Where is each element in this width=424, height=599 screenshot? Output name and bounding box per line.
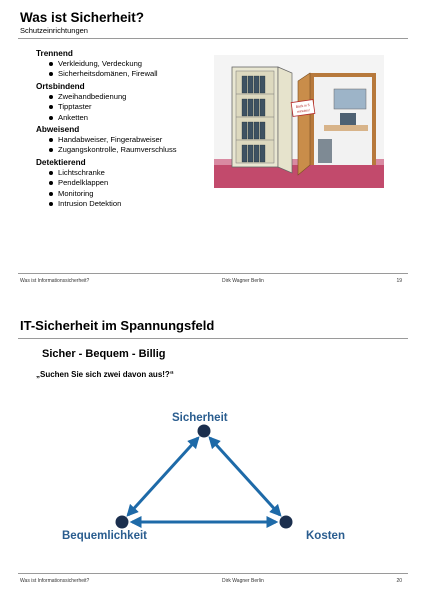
door-sign-text: minutes! [296, 108, 311, 114]
arrow-security-convenience [128, 438, 198, 515]
list-item: Pendelklappen [36, 178, 211, 188]
bullet-list [36, 92, 211, 123]
footer-divider [18, 573, 408, 574]
section-heading: Detektierend [36, 157, 86, 167]
bullet-content [36, 49, 211, 209]
list-item: Tipptaster [36, 102, 211, 112]
arrow-security-cost [210, 438, 280, 515]
list-item: Anketten [36, 113, 211, 123]
page-number: 19 [396, 278, 402, 284]
footer-author: Dirk Wagner Berlin [222, 578, 264, 584]
slide-19 [0, 0, 424, 299]
footer-author: Dirk Wagner Berlin [222, 278, 264, 284]
list-item: Zugangskontrolle, Raumverschluss [36, 145, 211, 155]
label-convenience: Bequemlichkeit [62, 530, 147, 542]
office-cabinet-illustration [214, 55, 384, 188]
section-heading: Ortsbindend [36, 81, 85, 91]
footer-topic: Was ist Informationssicherheit? [20, 578, 90, 584]
list-item: Monitoring [36, 189, 211, 199]
bullet-list [36, 168, 211, 210]
title-divider [18, 338, 408, 339]
section-heading: Trennend [36, 49, 73, 58]
slogan: Sicher - Bequem - Billig [42, 348, 166, 360]
list-item: Sicherheitsdomänen, Firewall [36, 69, 211, 79]
slide-title: Was ist Sicherheit? [20, 10, 145, 25]
door-sign-text: Back in 5 [295, 103, 310, 109]
node-security [198, 425, 211, 438]
footer-topic: Was ist Informationssicherheit? [20, 278, 90, 284]
list-item: Handabweiser, Fingerabweiser [36, 135, 211, 145]
node-convenience [116, 516, 129, 529]
footer-divider [18, 273, 408, 274]
list-item: Verkleidung, Verdeckung [36, 59, 211, 69]
section-heading: Abweisend [36, 125, 80, 135]
slide-20 [0, 300, 424, 599]
label-security: Sicherheit [172, 412, 228, 424]
list-item: Zweihandbedienung [36, 92, 211, 102]
slide-title: IT-Sicherheit im Spannungsfeld [20, 318, 215, 333]
page-number: 20 [396, 578, 402, 584]
title-divider [18, 38, 408, 39]
label-cost: Kosten [306, 530, 345, 542]
slide-subtitle: Schutzeinrichtungen [20, 26, 88, 35]
bullet-list [36, 135, 211, 156]
node-cost [280, 516, 293, 529]
bullet-list [36, 59, 211, 80]
list-item: Lichtschranke [36, 168, 211, 178]
quote: „Suchen Sie sich zwei davon aus!?“ [36, 370, 174, 379]
list-item: Intrusion Detektion [36, 199, 211, 209]
